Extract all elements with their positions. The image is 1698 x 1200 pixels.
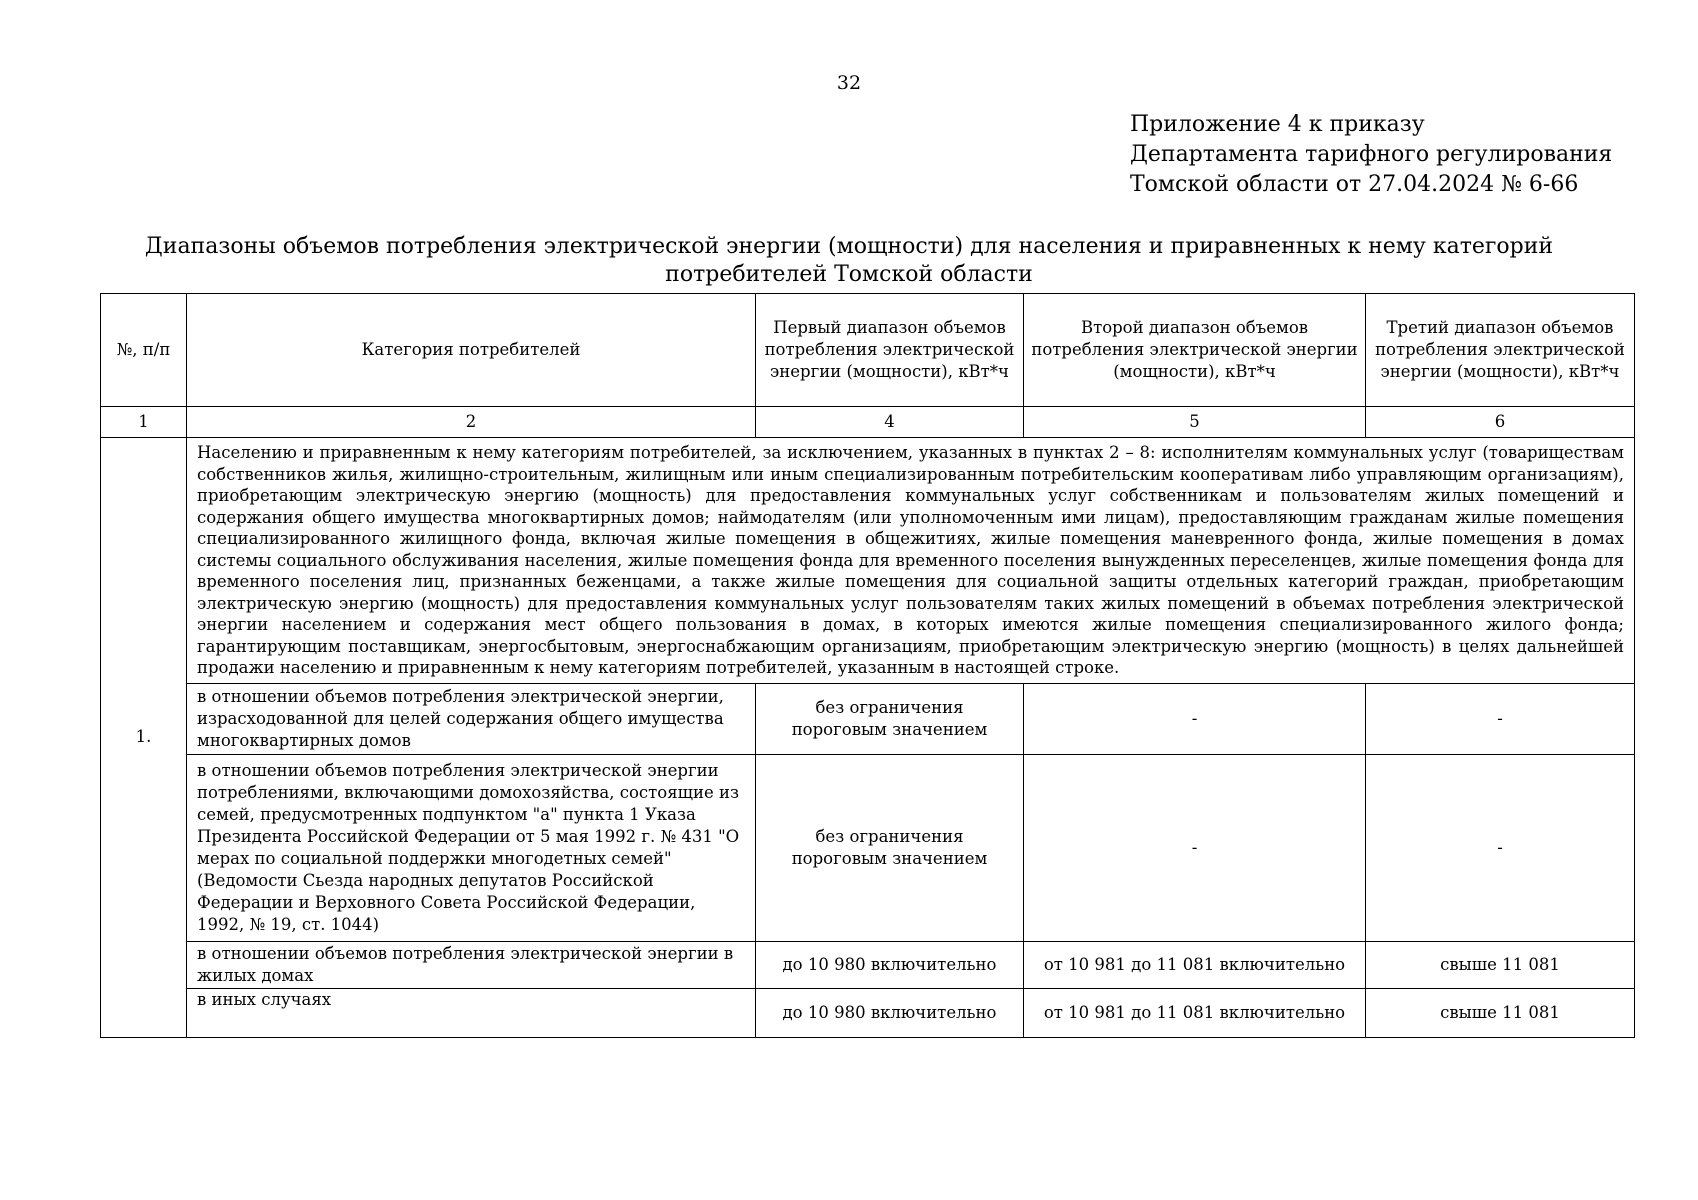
row-range-1: до 10 980 включительно: [756, 941, 1024, 988]
column-number: 4: [756, 407, 1024, 438]
row-range-3: свыше 11 081: [1366, 941, 1635, 988]
table-row: [101, 683, 1635, 754]
group-description-row: [101, 438, 1635, 684]
table-row: [101, 941, 1635, 988]
row-range-3: -: [1366, 754, 1635, 941]
row-range-3: -: [1366, 683, 1635, 754]
header-num: №, п/п: [101, 294, 187, 407]
appendix-line-3: Томской области от 27.04.2024 № 6-66: [1130, 172, 1579, 197]
row-range-1: без ограничения пороговым значением: [756, 754, 1024, 941]
row-category: в отношении объемов потребления электрической энергии потреблениями, включающими домохозяйства, состоящие из семей, предусмотренных подпунктом "а" пункта 1 Указа Президента Российской Федерации от 5 мая 1992 г. № 431 "О мерах по социальной поддержки многодетных семей" (Ведомости Сьезда народных депутатов Российской Федерации и Верховного Совета Российской Федерации, 1992, № 19, ст. 1044): [187, 754, 756, 941]
column-number-row: [101, 407, 1635, 438]
row-range-2: от 10 981 до 11 081 включительно: [1024, 941, 1366, 988]
row-category: в отношении объемов потребления электрической энергии, израсходованной для целей содержания общего имущества многоквартирных домов: [187, 683, 756, 754]
appendix-block: [1130, 110, 1612, 200]
row-range-1: без ограничения пороговым значением: [756, 683, 1024, 754]
appendix-line-1: Приложение 4 к приказу: [1130, 112, 1425, 137]
table-row: [101, 988, 1635, 1037]
row-range-2: -: [1024, 754, 1366, 941]
row-number: 1.: [101, 438, 187, 1038]
row-range-2: от 10 981 до 11 081 включительно: [1024, 988, 1366, 1037]
header-range-1: Первый диапазон объемов потребления электрической энергии (мощности), кВт*ч: [756, 294, 1024, 407]
row-range-2: -: [1024, 683, 1366, 754]
appendix-line-2: Департамента тарифного регулирования: [1130, 142, 1613, 167]
table-header-row: [101, 294, 1635, 407]
row-category: в иных случаях: [187, 988, 756, 1037]
table-row: [101, 754, 1635, 941]
row-range-1: до 10 980 включительно: [756, 988, 1024, 1037]
document-title-line-2: потребителей Томской области: [665, 262, 1033, 287]
column-number: 5: [1024, 407, 1366, 438]
consumption-ranges-table: [100, 293, 1635, 1038]
column-number: 1: [101, 407, 187, 438]
document-title: [100, 233, 1598, 289]
column-number: 2: [187, 407, 756, 438]
row-range-3: свыше 11 081: [1366, 988, 1635, 1037]
column-number: 6: [1366, 407, 1635, 438]
header-category: Категория потребителей: [187, 294, 756, 407]
header-range-2: Второй диапазон объемов потребления электрической энергии (мощности), кВт*ч: [1024, 294, 1366, 407]
group-description: Населению и приравненным к нему категориям потребителей, за исключением, указанных в пунктах 2 – 8: исполнителям коммунальных услуг (товариществам собственников жилья, жилищно-строительным, жилищным или иным специализированным потребительским кооперативам либо управляющим организациям), приобретающим электрическую энергию (мощность) для предоставления коммунальных услуг собственникам и пользователям жилых помещений и содержания общего имущества многоквартирных домов; наймодателям (или уполномоченным ими лицам), предоставляющим гражданам жилые помещения специализированного жилищного фонда, включая жилые помещения в общежитиях, жилые помещения маневренного фонда, жилые помещения в домах системы социального обслуживания населения, жилые помещения фонда для временного поселения вынужденных переселенцев, жилые помещения фонда для временного поселения лиц, признанных беженцами, а также жилые помещения для социальной защиты отдельных категорий граждан, приобретающим электрическую энергию (мощность) для предоставления коммунальных услуг пользователям таких жилых помещений в объемах потребления электрической энергии населением и содержания мест общего пользования в домах, в которых имеются жилые помещения специализированного жилого фонда; гарантирующим поставщикам, энергосбытовым, энергоснабжающим организациям, приобретающим электрическую энергию (мощность) в целях дальнейшей продажи населению и приравненным к нему категориям потребителей, указанным в настоящей строке.: [187, 438, 1635, 684]
header-range-3: Третий диапазон объемов потребления электрической энергии (мощности), кВт*ч: [1366, 294, 1635, 407]
row-category: в отношении объемов потребления электрической энергии в жилых домах: [187, 941, 756, 988]
document-title-line-1: Диапазоны объемов потребления электрической энергии (мощности) для населения и приравненных к нему категорий: [144, 234, 1554, 259]
page-number: 32: [836, 72, 862, 94]
